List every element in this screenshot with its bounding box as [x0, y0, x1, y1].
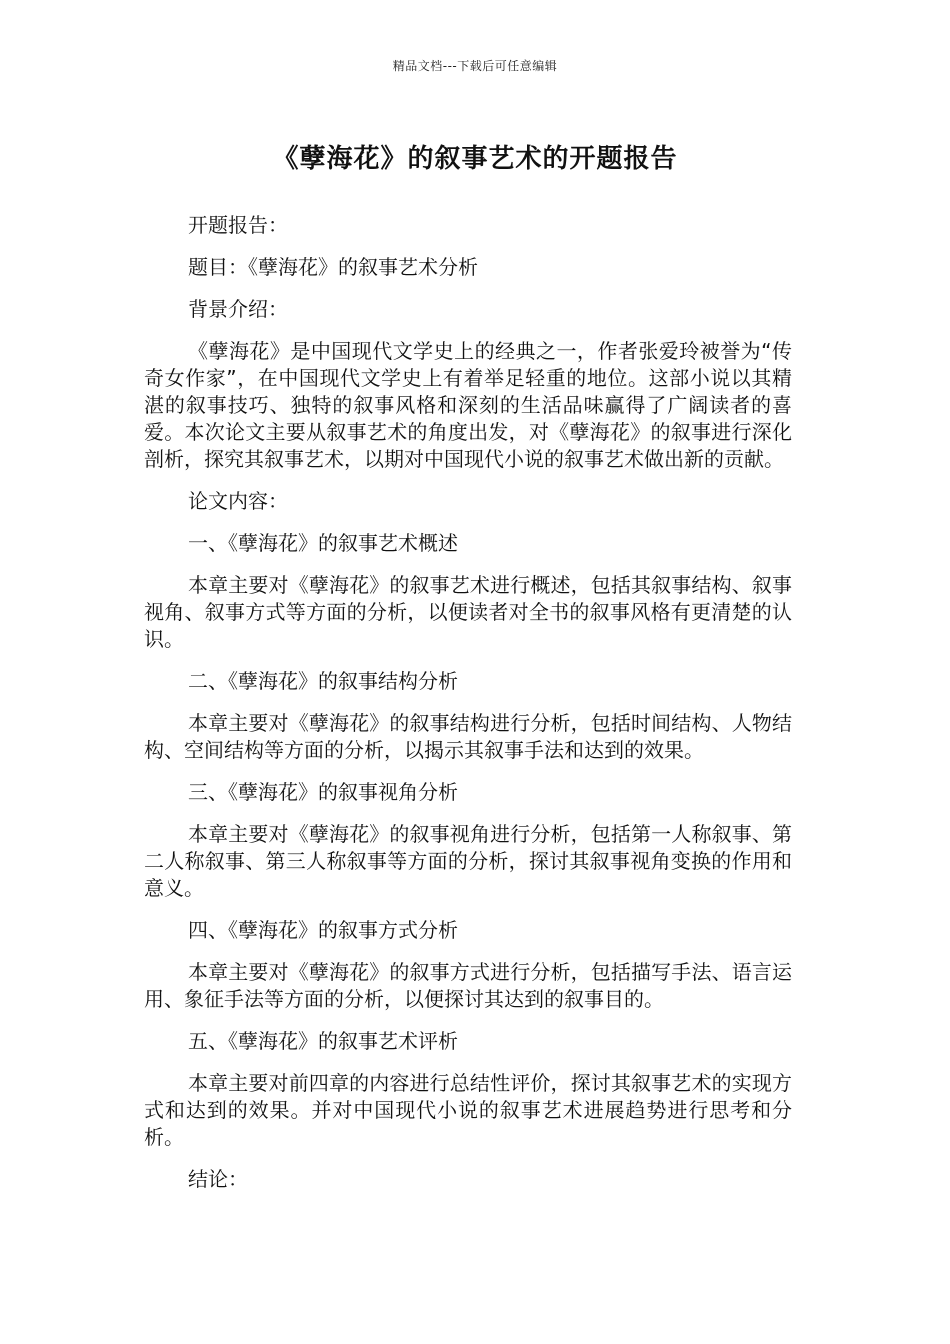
section-label-content: 论文内容： [188, 489, 288, 513]
chapter-paragraph-3: 本章主要对《孽海花》的叙事视角进行分析，包括第一人称叙事、第二人称叙事、第三人称叙事等方面的分析，探讨其叙事视角变换的作用和意义。 [144, 822, 792, 900]
section-label-background: 背景介绍： [188, 297, 288, 321]
chapter-heading-5: 五、《孽海花》的叙事艺术评析 [188, 1029, 458, 1053]
chapter-paragraph-5: 本章主要对前四章的内容进行总结性评价，探讨其叙事艺术的实现方式和达到的效果。并对中国现代小说的叙事艺术进展趋势进行思考和分析。 [144, 1071, 792, 1149]
chapter-heading-1: 一、《孽海花》的叙事艺术概述 [188, 531, 458, 555]
header-note: 精品文档---下载后可任意编辑 [392, 59, 558, 73]
section-label-report: 开题报告： [188, 213, 288, 237]
chapter-paragraph-2: 本章主要对《孽海花》的叙事结构进行分析，包括时间结构、人物结构、空间结构等方面的分析，以揭示其叙事手法和达到的效果。 [144, 711, 792, 762]
section-label-conclusion: 结论： [188, 1167, 248, 1191]
background-paragraph: 《孽海花》是中国现代文学史上的经典之一，作者张爱玲被誉为“传奇女作家”，在中国现代文学史上有着举足轻重的地位。这部小说以其精湛的叙事技巧、独特的叙事风格和深刻的生活品味赢得了广阔读者的喜爱。本次论文主要从叙事艺术的角度出发，对《孽海花》的叙事进行深化剖析，探究其叙事艺术，以期对中国现代小说的叙事艺术做出新的贡献。 [144, 339, 792, 471]
chapter-heading-2: 二、《孽海花》的叙事结构分析 [188, 669, 458, 693]
document-title: 《孽海花》的叙事艺术的开题报告 [272, 144, 678, 174]
chapter-heading-4: 四、《孽海花》的叙事方式分析 [188, 918, 458, 942]
chapter-heading-3: 三、《孽海花》的叙事视角分析 [188, 780, 458, 804]
chapter-paragraph-4: 本章主要对《孽海花》的叙事方式进行分析，包括描写手法、语言运用、象征手法等方面的分析，以便探讨其达到的叙事目的。 [144, 960, 792, 1011]
topic-line: 题目：《孽海花》的叙事艺术分析 [188, 255, 478, 279]
chapter-paragraph-1: 本章主要对《孽海花》的叙事艺术进行概述，包括其叙事结构、叙事视角、叙事方式等方面的分析，以便读者对全书的叙事风格有更清楚的认识。 [144, 573, 792, 651]
document-body [144, 212, 792, 1208]
